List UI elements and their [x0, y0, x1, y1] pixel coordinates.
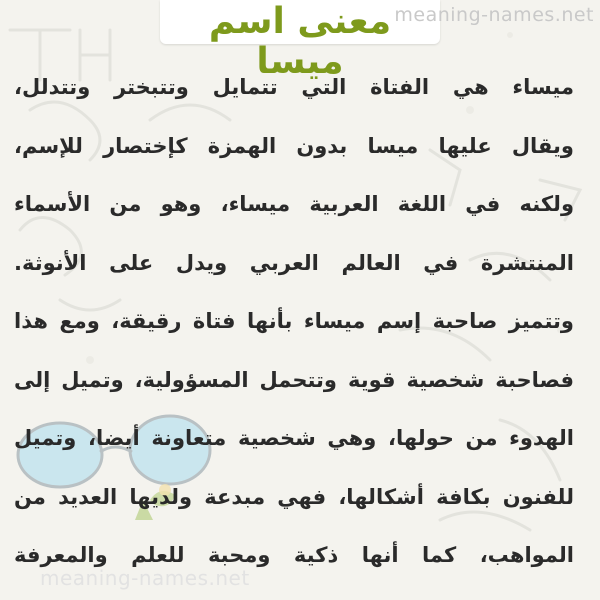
text-line: المنتشرة في العالم العربي ويدل على الأنوثة. [14, 250, 574, 275]
text-line: ولكنه في اللغة العربية ميساء، وهو من الأسماء [14, 192, 574, 216]
text-line: وتتميز صاحبة إسم ميساء بأنها فتاة رقيقة، ومع هذا [14, 309, 574, 333]
page-title: معنى اسم ميسا [208, 1, 392, 82]
watermark-top: meaning-names.net [394, 4, 594, 26]
text-line: ميساء هي الفتاة التي تتمايل وتتبختر وتتدلل، [14, 75, 574, 99]
meaning-text [14, 70, 574, 597]
watermark-bottom: meaning-names.net [40, 566, 250, 590]
text-line: ويقال عليها ميسا بدون الهمزة كإختصار للإسم، [14, 133, 574, 158]
text-line: فصاحبة شخصية قوية وتتحمل المسؤولية، وتميل إلى [14, 367, 574, 392]
text-line: للفنون بكافة أشكالها، فهي مبدعة ولديها العديد من [14, 484, 574, 509]
text-line: المواهب، كما أنها ذكية ومحبة للعلم والمعرفة [14, 543, 574, 567]
text-line: الهدوء من حولها، وهي شخصية متعاونة أيضا، وتميل [14, 426, 574, 450]
